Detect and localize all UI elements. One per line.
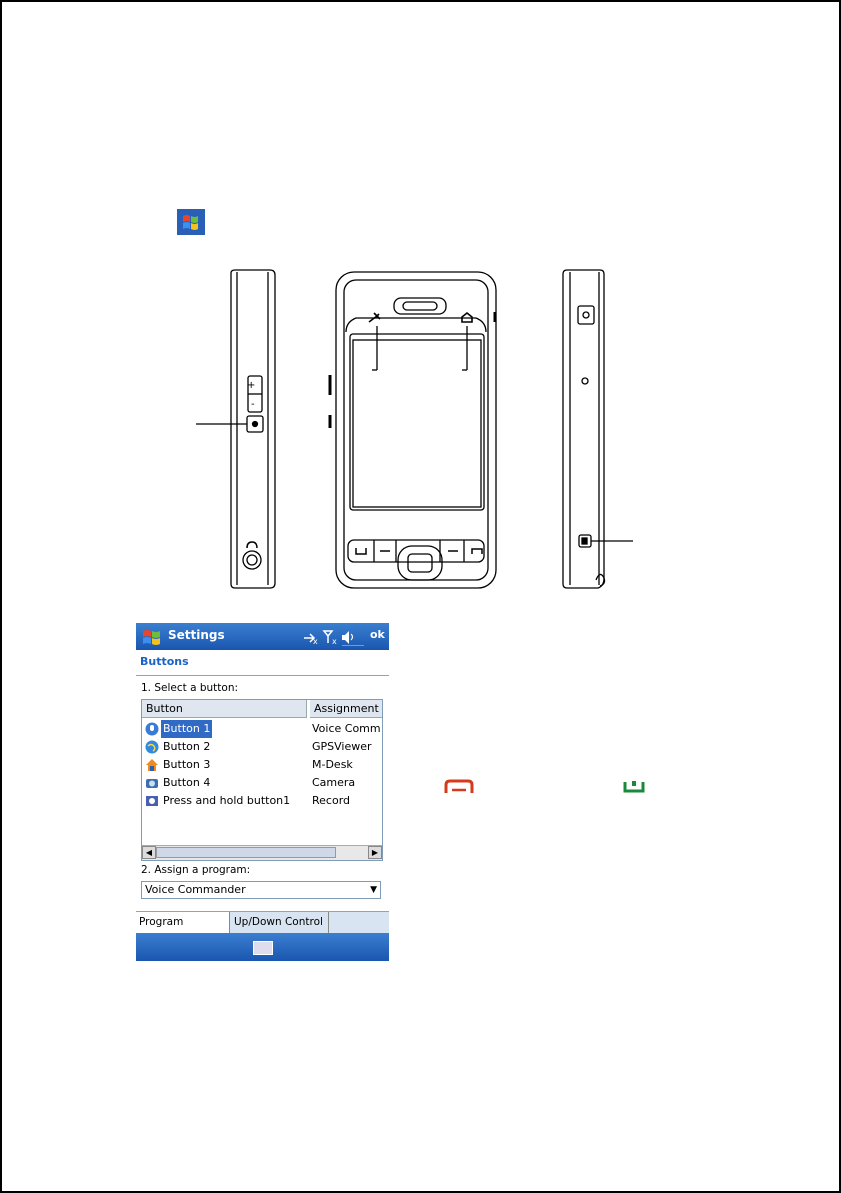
button-list[interactable]	[141, 699, 383, 861]
column-header-button[interactable]: Button	[142, 700, 307, 718]
list-row[interactable]	[142, 720, 382, 738]
horizontal-scrollbar[interactable]	[142, 845, 382, 860]
list-row[interactable]	[142, 792, 382, 810]
windows-start-flag-icon[interactable]	[140, 626, 164, 647]
page-header: Buttons	[140, 655, 189, 668]
list-row[interactable]	[142, 756, 382, 774]
row-button-name: Button 3	[163, 758, 211, 771]
record-icon	[145, 794, 159, 808]
row-button-name: Button 4	[163, 776, 211, 789]
camera-icon	[145, 776, 159, 790]
volume-icon	[342, 631, 349, 644]
svg-text:+: +	[247, 380, 256, 391]
list-row[interactable]	[142, 774, 382, 792]
header-divider	[136, 675, 389, 676]
bottom-menu-bar	[136, 933, 389, 961]
signal-icon	[324, 631, 332, 643]
pda-settings-screenshot	[136, 623, 389, 961]
program-select-value: Voice Commander	[145, 883, 246, 896]
svg-text:-: -	[251, 399, 255, 410]
title-bar	[136, 623, 389, 650]
window-title: Settings	[168, 628, 225, 642]
tab-up-down-control[interactable]: Up/Down Control	[231, 912, 329, 933]
select-button-label: 1. Select a button:	[141, 682, 239, 694]
device-left-side-view	[196, 270, 275, 588]
status-icons	[302, 626, 368, 646]
row-button-name: Button 2	[163, 740, 211, 753]
row-assignment: Record	[312, 794, 351, 807]
svg-text:x: x	[313, 637, 318, 646]
home-icon	[145, 758, 159, 772]
end-call-key-icon	[443, 779, 475, 795]
talk-key-icon	[622, 779, 646, 795]
row-button-name: Button 1	[161, 720, 212, 738]
tab-program-buttons[interactable]: Program	[136, 912, 230, 933]
dropdown-arrow-icon[interactable]: ▼	[370, 885, 377, 895]
scroll-right-icon[interactable]: ▶	[368, 846, 382, 859]
row-assignment: Voice Comm	[312, 722, 381, 735]
microphone-icon	[145, 722, 159, 736]
device-front-view	[330, 272, 496, 588]
keyboard-icon[interactable]	[253, 941, 273, 955]
row-assignment: GPSViewer	[312, 740, 372, 753]
list-row[interactable]	[142, 738, 382, 756]
column-header-assignment[interactable]: Assignment	[310, 700, 383, 718]
assign-program-label: 2. Assign a program:	[141, 864, 251, 876]
globe-icon	[145, 740, 159, 754]
row-assignment: M-Desk	[312, 758, 353, 771]
program-select[interactable]	[141, 881, 381, 899]
svg-text:x: x	[332, 637, 337, 646]
tab-bar	[136, 911, 389, 934]
scroll-thumb[interactable]	[156, 847, 336, 858]
device-right-side-view	[563, 270, 633, 588]
scroll-left-icon[interactable]: ◀	[142, 846, 156, 859]
row-button-name: Press and hold button1	[163, 794, 291, 807]
ok-button[interactable]: ok	[370, 628, 385, 641]
row-assignment: Camera	[312, 776, 356, 789]
